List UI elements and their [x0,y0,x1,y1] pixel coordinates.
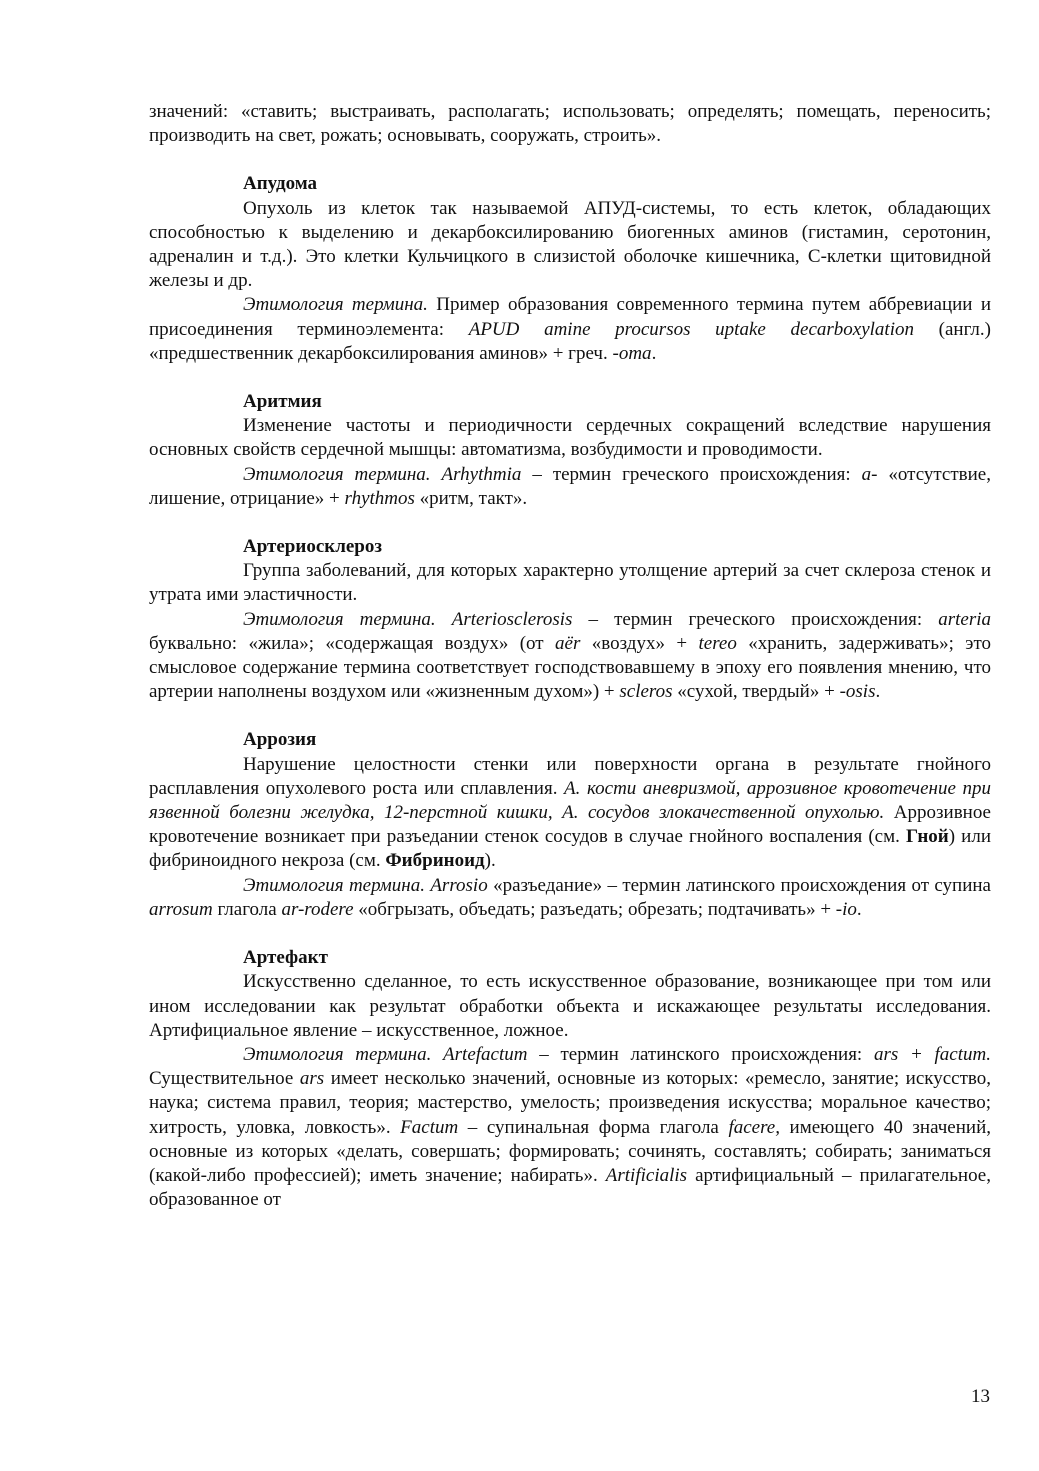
text-run: «отсутствие, лишение, отрицание» + [149,463,991,509]
italic-text: Этимология термина. Artefactum [243,1043,528,1065]
paragraph-gap [149,922,991,946]
text-run: . [856,898,862,920]
text-run: Изменение частоты и периодичности сердечных сокращений вследствие нарушения основных свойств сердечной мышцы: автоматизма, возбудимости и проводимости. [149,415,991,461]
text-run: глагола [212,898,282,920]
paragraph [149,197,991,294]
italic-text: Этимология термина. Arteriosclerosis [243,608,573,630]
italic-text: Factum [400,1116,459,1138]
text-run: имеющего 40 значений, основные из которых «делать, совершать; формировать; сочинять, составлять; собирать; заниматься (какой-либо профессией); иметь значение; набирать». [149,1116,991,1186]
page-body [149,100,991,1212]
paragraph [149,100,991,148]
italic-text: А. кости аневризмой, аррозивное кровотечение при язвенной болезни желудка, 12-перстной кишки, А. сосудов злокачественной опухолью. [149,777,991,824]
paragraph [149,1043,991,1212]
italic-text: aёr [555,632,581,654]
italic-text: Artificialis [605,1164,688,1186]
text-run: . [651,342,657,364]
text-run: имеет несколько значений, основные из которых: «ремесло, занятие; искусство, наука; система правил, теория; мастерство, умелость; произведения искусства; моральное качество; хитрость, уловка, ловкость». [149,1068,992,1138]
entry-title: Аритмия [243,391,322,413]
text-run: Аррозивное кровотечение возникает при разъедании стенок сосудов в случае гнойного воспаления (см. [149,802,991,848]
text-run: Пример образования современного термина путем аббревиации и присоединения терминоэлемента: [149,294,991,340]
entry-title: Аррозия [243,729,317,751]
italic-text: ar-rodere [281,898,354,920]
text-run: «обгрызать, объедать; разъедать; обрезать; подтачивать» + [353,898,836,920]
text-run: значений: «ставить; выстраивать, располагать; использовать; определять; помещать, переносить; производить на свет, рожать; основывать, сооружать, строить». [149,101,991,147]
paragraph [149,970,991,1043]
italic-text: scleros [619,681,673,703]
italic-text: ars + factum. [873,1043,991,1065]
italic-text: arteria [938,608,992,630]
text-run: ) или фибриноидного некроза (см. [149,826,991,872]
text-run: – термин латинского происхождения: [527,1043,874,1065]
entry-title: Артефакт [243,947,328,969]
italic-text: APUD amine procursos uptake decarboxylation [468,318,914,340]
entry-title: Апудома [243,173,318,195]
paragraph-gap [149,366,991,390]
italic-text: -oma [612,342,652,364]
text-run: буквально: «жила»; «содержащая воздух» (от [149,632,556,654]
paragraph [149,559,991,607]
paragraph [149,463,991,511]
entry-title: Артериосклероз [243,536,382,558]
text-run: – термин греческого происхождения: [521,463,862,485]
italic-text: Этимология термина. Arrosio [243,874,488,896]
text-run: Искусственно сделанное, то есть искусственное образование, возникающее при том или ином исследовании как результат обработки объекта и искажающее результаты исследования. Артифициальное явление – искусственное, ложное. [149,971,991,1041]
text-run: артифициальный – прилагательное, образованное от [149,1164,991,1211]
italic-text: ars [299,1068,325,1090]
italic-text: tereo [698,632,737,654]
italic-text: facere, [728,1116,780,1138]
text-run: «разъедание» – термин латинского происхождения от супина [487,874,991,896]
paragraph [149,293,991,366]
italic-text: а- [861,463,878,485]
text-run: Опухоль из клеток так называемой АПУД-системы, то есть клеток, обладающих способностью к выделению и декарбоксилированию биогенных аминов (гистамин, серотонин, адреналин и т.д.). Это клетки Кульчицкого в слизистой оболочке кишечника, С-клетки щитовидной железы и др. [149,197,991,292]
text-run: ). [484,850,496,872]
text-run: – термин греческого происхождения: [572,608,939,630]
text-run: Нарушение целостности стенки или поверхности органа в результате гнойного расплавления опухолевого роста или сплавления. [149,753,991,799]
paragraph [149,753,991,874]
italic-text: rhythmos [344,487,415,509]
bold-text: Фибриноид [385,850,485,872]
text-run: – супинальная форма глагола [458,1116,729,1138]
paragraph-gap [149,704,991,728]
italic-text: -osis [839,681,876,703]
text-run: «сухой, твердый» + [672,681,840,703]
text-run: Существительное [149,1068,300,1090]
italic-text: Этимология термина. [243,294,428,316]
paragraph-gap [149,511,991,535]
text-run: (англ.) «предшественник декарбоксилирования аминов» + греч. [149,318,991,364]
text-run: Группа заболеваний, для которых характерно утолщение артерий за счет склероза стенок и утрата ими эластичности. [149,560,991,606]
bold-text: Гной [905,826,949,848]
paragraph [149,608,991,705]
paragraph-gap [149,148,991,172]
page-number: 13 [971,1386,990,1407]
italic-text: Этимология термина. Arhythmia [243,463,522,485]
paragraph [149,874,991,922]
italic-text: -io [835,898,857,920]
text-run: «ритм, такт». [414,487,528,509]
text-run: «воздух» + [580,632,699,654]
text-run: «хранить, задерживать»; это смысловое содержание термина соответствует господствовавшему в эпоху его появления мнению, что артерии наполнены воздухом или «жизненным духом») + [149,632,991,703]
italic-text: arrosum [149,898,213,920]
paragraph [149,414,991,462]
text-run: . [875,681,881,703]
